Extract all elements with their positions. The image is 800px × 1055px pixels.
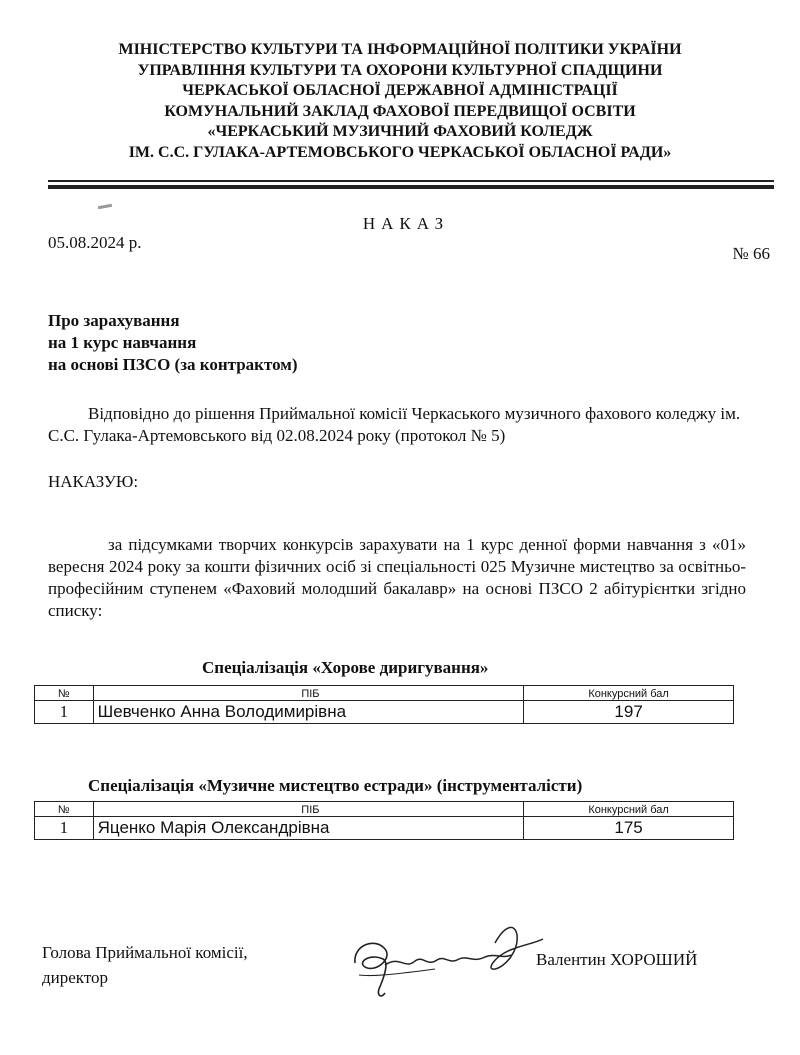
row-name: Шевченко Анна Володимирівна xyxy=(93,701,524,724)
document-date: 05.08.2024 р. xyxy=(48,233,142,252)
header-divider-thin xyxy=(48,180,774,182)
row-score: 197 xyxy=(524,701,734,724)
header-line-college: «ЧЕРКАСЬКИЙ МУЗИЧНИЙ ФАХОВИЙ КОЛЕДЖ xyxy=(207,123,593,140)
table-header-row xyxy=(35,686,734,701)
document-number: № 66 xyxy=(732,244,770,263)
row-name: Яценко Марія Олександрівна xyxy=(93,817,524,840)
header-divider-thick xyxy=(48,185,774,189)
section-title-choral: Спеціалізація «Хорове диригування» xyxy=(202,658,489,677)
admission-table-choral xyxy=(34,685,734,724)
scan-mark xyxy=(98,204,112,209)
signatory-name: Валентин ХОРОШИЙ xyxy=(536,950,698,969)
header-line-college-name: ІМ. С.С. ГУЛАКА-АРТЕМОВСЬКОГО ЧЕРКАСЬКОЇ ОБЛАСНОЇ РАДИ» xyxy=(128,143,672,161)
signatory-position xyxy=(42,940,248,990)
admission-table-pop-music xyxy=(34,801,734,840)
row-score: 175 xyxy=(524,817,734,840)
subject-line: на основі ПЗСО (за контрактом) xyxy=(48,355,298,374)
subject-line: Про зарахування xyxy=(48,311,180,330)
subject-line: на 1 курс навчання xyxy=(48,333,197,352)
column-header-name: ПІБ xyxy=(93,686,524,701)
document-type: НАКАЗ xyxy=(362,214,450,233)
signatory-title: Голова Приймальної комісії, xyxy=(42,943,248,962)
column-header-name: ПІБ xyxy=(93,802,524,817)
header-line-administration: ЧЕРКАСЬКОЇ ОБЛАСНОЇ ДЕРЖАВНОЇ АДМІНІСТРАЦІЇ xyxy=(182,82,618,99)
row-num: 1 xyxy=(35,701,94,724)
signatory-role: директор xyxy=(42,968,109,987)
order-word: НАКАЗУЮ: xyxy=(48,472,139,491)
order-subject xyxy=(48,310,298,376)
header-line-ministry: МІНІСТЕРСТВО КУЛЬТУРИ ТА ІНФОРМАЦІЙНОЇ ПОЛІТИКИ УКРАЇНИ xyxy=(118,41,682,58)
table-row xyxy=(35,817,734,840)
column-header-num: № xyxy=(35,802,94,817)
intro-paragraph: Відповідно до рішення Приймальної комісії Черкаського музичного фахового коледжу ім. С.С. Гулака-Артемовського від 02.08.2024 року (протокол № 5) xyxy=(48,404,741,445)
document-header xyxy=(40,40,760,163)
table-header-row xyxy=(35,802,734,817)
table-row xyxy=(35,701,734,724)
column-header-num: № xyxy=(35,686,94,701)
row-num: 1 xyxy=(35,817,94,840)
column-header-score: Конкурсний бал xyxy=(524,686,734,701)
header-line-institution-type: КОМУНАЛЬНИЙ ЗАКЛАД ФАХОВОЇ ПЕРЕДВИЩОЇ ОСВІТИ xyxy=(164,102,636,120)
header-line-department: УПРАВЛІННЯ КУЛЬТУРИ ТА ОХОРОНИ КУЛЬТУРНОЇ СПАДЩИНИ xyxy=(137,61,663,79)
handwritten-signature xyxy=(345,915,545,1005)
column-header-score: Конкурсний бал xyxy=(524,802,734,817)
section-title-pop-music: Спеціалізація «Музичне мистецтво естради» (інструменталісти) xyxy=(88,776,583,795)
order-paragraph: за підсумками творчих конкурсів зарахувати на 1 курс денної форми навчання з «01» вересня 2024 року за кошти фізичних осіб зі спеціальності 025 Музичне мистецтво за освітньо-професійним ступенем «Фаховий молодший бакалавр» на основі ПЗСО 2 абітурієнтки згідно списку: xyxy=(48,535,746,620)
